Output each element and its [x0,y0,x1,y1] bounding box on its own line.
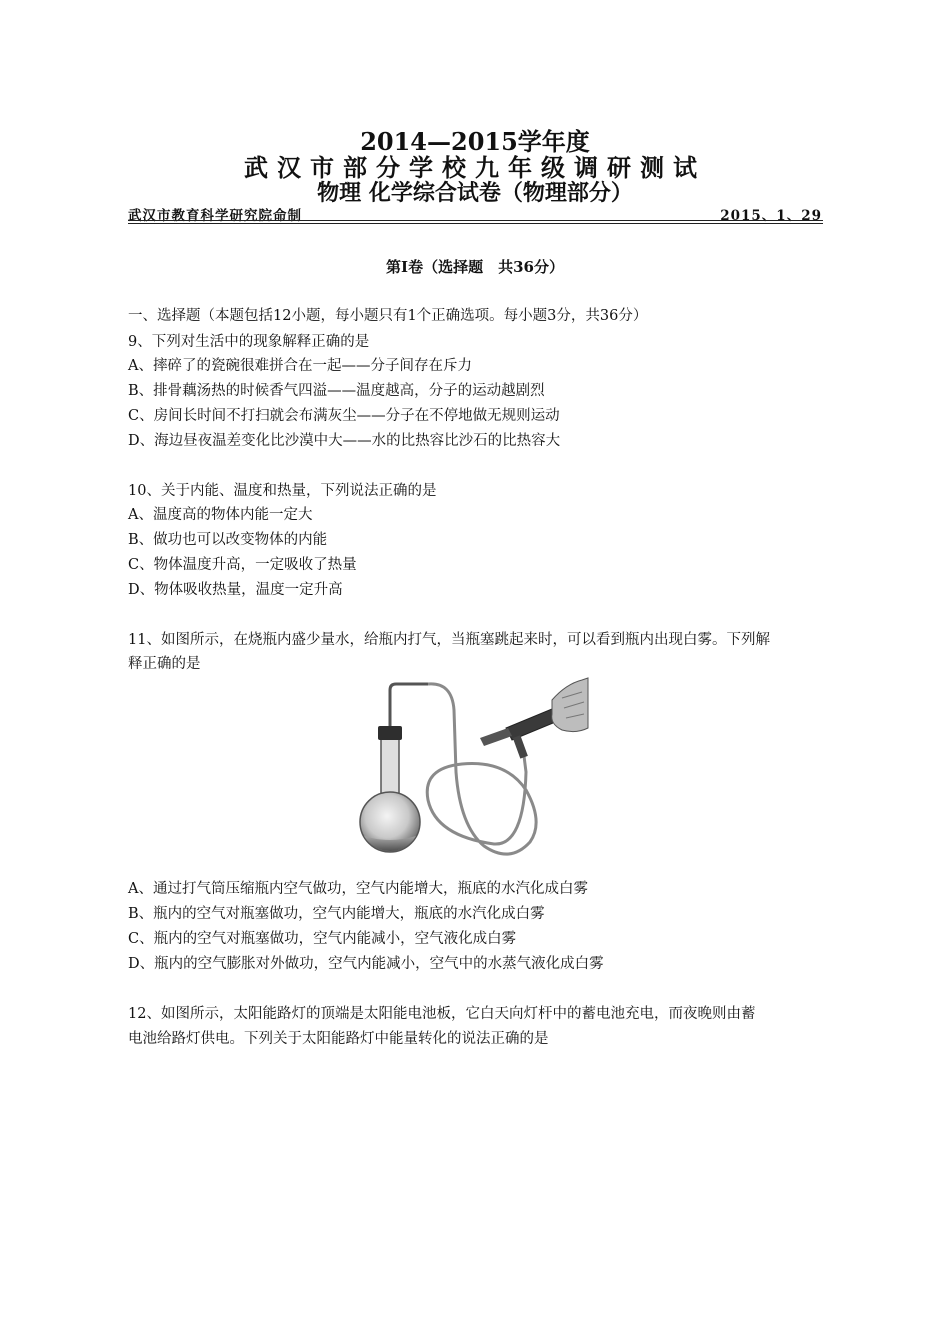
question-11-stem-line-1: 11、如图所示，在烧瓶内盛少量水，给瓶内打气，当瓶塞跳起来时，可以看到瓶内出现白雾。下列解 [128,632,770,648]
section-instructions: 一、选择题（本题包括12小题，每小题只有1个正确选项。每小题3分，共36分） [128,308,648,324]
flask-pump-figure [356,676,596,868]
question-10-option-b: B、做功也可以改变物体的内能 [128,532,328,548]
hand-icon [552,678,588,732]
section-title: 第Ⅰ卷（选择题 共36分） [386,258,564,276]
issuer: 武汉市教育科学研究院命制 [128,208,302,224]
flask-stopper [378,726,402,740]
question-12-stem-line-1: 12、如图所示，太阳能路灯的顶端是太阳能电池板，它白天向灯杆中的蓄电池充电，而夜晚则由蓄 [128,1006,756,1022]
question-12-stem-line-2: 电池给路灯供电。下列关于太阳能路灯中能量转化的说法正确的是 [128,1031,549,1047]
question-9-stem: 9、下列对生活中的现象解释正确的是 [128,334,370,350]
exam-name: 武汉市部分学校九年级调研测试 [244,153,706,182]
question-10-option-c: C、物体温度升高，一定吸收了热量 [128,557,357,573]
question-10-stem: 10、关于内能、温度和热量，下列说法正确的是 [128,483,437,499]
question-9-option-a: A、摔碎了的瓷碗很难拼合在一起——分子间存在斥力 [128,358,472,374]
question-9-option-d: D、海边昼夜温差变化比沙漠中大——水的比热容比沙石的比热容大 [128,433,561,449]
question-11-option-a: A、通过打气筒压缩瓶内空气做功，空气内能增大，瓶底的水汽化成白雾 [128,881,588,897]
question-10-option-a: A、温度高的物体内能一定大 [128,507,313,523]
exam-date: 2015、1、29 [720,208,822,224]
exam-year: 2014—2015学年度 [360,127,590,156]
header-rule-top [128,220,823,221]
question-11-option-b: B、瓶内的空气对瓶塞做功，空气内能增大，瓶底的水汽化成白雾 [128,906,545,922]
pump-nozzle [480,728,512,746]
rubber-hose [427,684,536,854]
flask-neck [381,734,399,796]
header-rule-bottom [128,223,823,224]
pump-outlet [513,735,528,758]
question-9-option-b: B、排骨藕汤热的时候香气四溢——温度越高，分子的运动越剧烈 [128,383,545,399]
question-11-stem-line-2: 释正确的是 [128,656,201,672]
paper-name: 物理 化学综合试卷（物理部分） [317,180,633,206]
question-9-option-c: C、房间长时间不打扫就会布满灰尘——分子在不停地做无规则运动 [128,408,560,424]
question-10-option-d: D、物体吸收热量，温度一定升高 [128,582,343,598]
question-11-option-d: D、瓶内的空气膨胀对外做功，空气内能减小，空气中的水蒸气液化成白雾 [128,956,604,972]
question-11-option-c: C、瓶内的空气对瓶塞做功，空气内能减小，空气液化成白雾 [128,931,517,947]
